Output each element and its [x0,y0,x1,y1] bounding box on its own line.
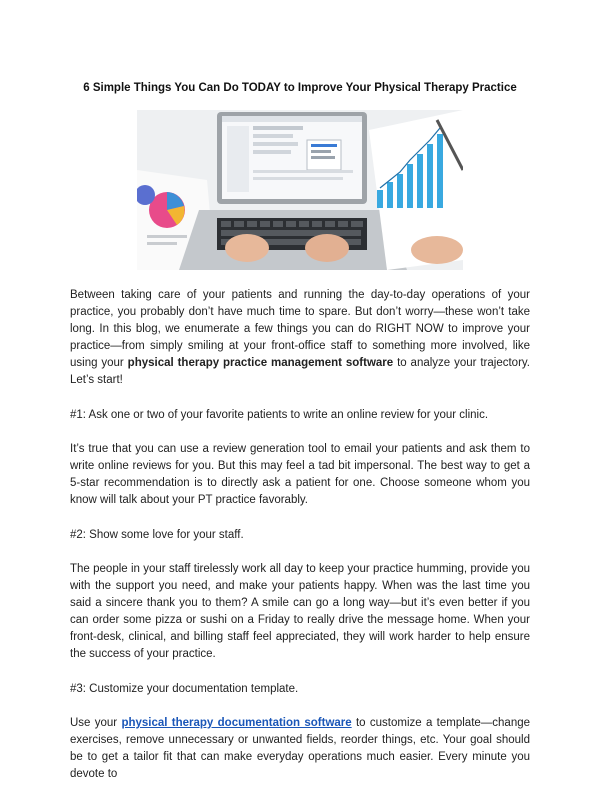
tip3-text: Use your [70,717,122,729]
intro-paragraph [70,287,530,389]
documentation-software-link[interactable]: physical therapy documentation software [121,717,352,729]
page-title: 6 Simple Things You Can Do TODAY to Improve Your Physical Therapy Practice [83,82,517,94]
tip1-heading: #1: Ask one or two of your favorite patients to write an online review for your clinic. [70,409,489,421]
tip3-heading: #3: Customize your documentation template. [70,683,299,695]
intro-bold-phrase: physical therapy practice management software [127,357,394,369]
intro-text-end: to analyze your trajectory. Let’s start! [70,357,530,386]
intro-text: Between taking care of your patients and running the day-to-day operations of your practice, you probably don’t have much time to spare. But don’t worry—these won’t take long. In this blog, we enumerate a few things you can do RIGHT NOW to improve your practice—from simply smiling at your front-office staff to something more involved, like using your [70,289,530,369]
tip3-body [70,715,530,783]
tip2-body: The people in your staff tirelessly work all day to keep your practice humming, provide you with the support you need, and make your patients happy. When was the last time you said a sincere thank you to them? A smile can go a long way—but it’s even better if you can order some pizza or sushi on a Friday to really drive the message home. When your front-desk, clinical, and billing staff feel appreciated, they will work harder to help ensure the success of your practice. [70,563,530,660]
tip1-body: It’s true that you can use a review generation tool to email your patients and ask them to write online reviews for you. But this may feel a tad bit impersonal. The best way to get a 5-star recommendation is to directly ask a patient for one. Choose someone whom you know will talk about your PT practice favorably. [70,443,530,506]
article-body [70,287,530,801]
hero-image [137,110,463,270]
laptop-with-charts-illustration [137,110,463,270]
tip2-heading: #2: Show some love for your staff. [70,529,244,541]
tip3-text-end: to customize a template—change exercises, remove unnecessary or unwanted fields, reorder things, etc. Your goal should be to get a tailor fit that can make everyday operations much easier. Every minute you devote to [70,717,531,780]
